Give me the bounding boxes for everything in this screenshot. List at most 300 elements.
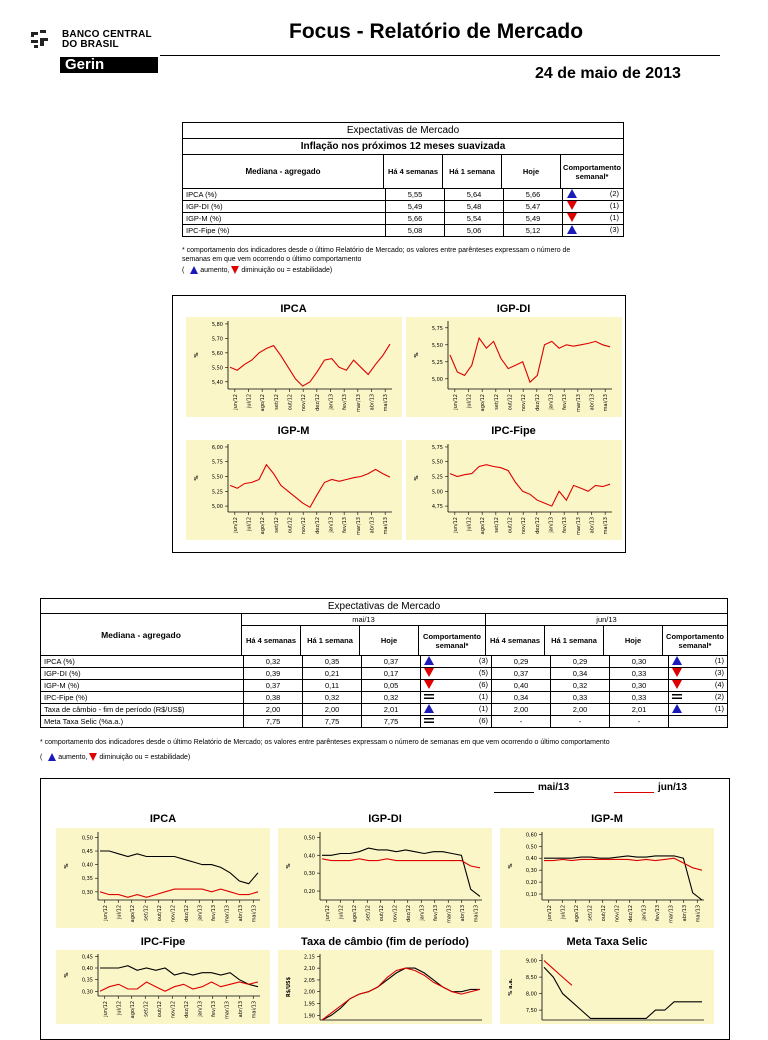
- y-tick-label: 2,10: [303, 966, 315, 973]
- chart-cambio-m: [278, 950, 492, 1024]
- y-axis-label: %: [64, 863, 70, 869]
- row-ah: 0,05: [362, 680, 421, 692]
- row-a4: 0,38: [244, 692, 303, 704]
- chart-ipca-m: [56, 828, 270, 928]
- y-tick-label: 0,40: [81, 862, 93, 869]
- x-tick-label: jun/12: [232, 394, 239, 410]
- x-tick-label: jul/12: [246, 517, 253, 531]
- x-tick-label: abr/13: [459, 905, 466, 922]
- x-tick-label: jun/12: [232, 517, 239, 533]
- x-tick-label: mar/13: [224, 905, 231, 924]
- trend-up-icon: [672, 704, 682, 713]
- chart-title-igpm-12m: IGP-M: [277, 425, 310, 437]
- x-tick-label: ago/12: [260, 517, 267, 535]
- y-tick-label: 0,45: [81, 954, 93, 961]
- legend2-up: aumento,: [58, 753, 88, 761]
- y-tick-label: 6,00: [211, 444, 223, 451]
- row-trend: [563, 189, 624, 201]
- table2-b-col-4w: Há 4 semanas: [486, 626, 545, 656]
- row-a-trend: [421, 704, 492, 716]
- x-tick-label: jan/13: [641, 905, 648, 921]
- row-a-weeks: (6): [478, 716, 488, 725]
- legend-line-mai: [494, 792, 534, 793]
- row-b1: 0,29: [551, 656, 610, 668]
- x-tick-label: nov/12: [301, 517, 308, 535]
- x-tick-label: abr/13: [237, 1001, 244, 1018]
- x-tick-label: jul/12: [466, 394, 473, 408]
- y-tick-label: 2,00: [303, 989, 315, 996]
- y-tick-label: 5,70: [211, 336, 223, 343]
- x-tick-label: ago/12: [129, 1001, 136, 1019]
- trend-eq-icon: [672, 692, 682, 701]
- row-b-trend: [669, 704, 728, 716]
- trend-down-icon: [424, 680, 434, 689]
- row-name: Meta Taxa Selic (%a.a.): [41, 716, 244, 728]
- x-tick-label: out/12: [507, 394, 514, 411]
- y-tick-label: 2,05: [303, 977, 315, 984]
- x-tick-label: jun/12: [452, 517, 459, 533]
- row-a-trend: [421, 692, 492, 704]
- table1-col-1w: Há 1 semana: [443, 155, 502, 189]
- page-title: Focus - Relatório de Mercado: [289, 20, 584, 43]
- row-b-weeks: (2): [714, 692, 724, 701]
- chart-title-ipcfipe-12m: IPC-Fipe: [491, 425, 536, 437]
- trend-eq-icon: [424, 716, 434, 725]
- x-tick-label: nov/12: [170, 1001, 177, 1019]
- row-4w: 5,55: [386, 189, 445, 201]
- y-axis-label: %: [414, 475, 420, 481]
- trend-up-icon: [424, 704, 434, 713]
- row-b-weeks: (1): [714, 704, 724, 713]
- row-weeks: (3): [609, 225, 619, 234]
- row-name: IGP-DI (%): [183, 201, 386, 213]
- table2-row: [41, 656, 728, 668]
- y-tick-label: 1,90: [303, 1013, 315, 1020]
- y-tick-label: 5,00: [431, 376, 443, 383]
- y-tick-label: 5,50: [211, 365, 223, 372]
- x-tick-label: abr/13: [589, 517, 596, 534]
- x-tick-label: jul/12: [116, 1001, 123, 1015]
- chart-ipcfipe-m: [56, 950, 270, 1024]
- x-tick-label: fev/13: [342, 394, 349, 410]
- x-tick-label: set/12: [143, 905, 150, 921]
- row-1w: 5,64: [445, 189, 504, 201]
- row-name: IGP-M (%): [183, 213, 386, 225]
- chart-ipcfipe-12m: [406, 440, 622, 540]
- x-tick-label: ago/12: [351, 905, 358, 923]
- y-tick-label: 0,50: [81, 835, 93, 842]
- row-a-trend: [421, 668, 492, 680]
- x-tick-label: out/12: [287, 517, 294, 534]
- y-axis-label: R$/US$: [286, 976, 292, 998]
- x-tick-label: ago/12: [129, 905, 136, 923]
- y-tick-label: 8,00: [525, 991, 537, 998]
- row-bh: 2,01: [610, 704, 669, 716]
- x-tick-label: set/12: [143, 1001, 150, 1017]
- x-tick-label: jun/12: [452, 394, 459, 410]
- row-a-weeks: (6): [478, 680, 488, 689]
- row-trend: [563, 201, 624, 213]
- row-a4: 2,00: [244, 704, 303, 716]
- down-triangle-icon: [89, 753, 97, 761]
- up-triangle-icon: [48, 753, 56, 761]
- x-tick-label: mai/13: [695, 905, 702, 923]
- row-weeks: (1): [609, 201, 619, 210]
- table1-title1: Expectativas de Mercado: [183, 123, 624, 139]
- row-weeks: (1): [609, 213, 619, 222]
- x-tick-label: out/12: [378, 905, 385, 922]
- row-bh: 0,33: [610, 692, 669, 704]
- x-tick-label: abr/13: [237, 905, 244, 922]
- chart-title-ipca-12m: IPCA: [280, 303, 307, 315]
- y-tick-label: 5,50: [211, 474, 223, 481]
- x-tick-label: nov/12: [521, 394, 528, 412]
- x-tick-label: mar/13: [355, 517, 362, 536]
- trend-down-icon: [567, 201, 577, 210]
- row-today: 5,12: [504, 225, 563, 237]
- table1-note1: * comportamento dos indicadores desde o último Relatório de Mercado; os valores entre parênteses expressam o número de: [182, 247, 571, 254]
- x-tick-label: mai/13: [251, 1001, 258, 1019]
- x-tick-label: abr/13: [589, 394, 596, 411]
- x-tick-label: mar/13: [575, 394, 582, 413]
- x-tick-label: mai/13: [383, 394, 390, 412]
- row-a-trend: [421, 716, 492, 728]
- legend2-open: (: [40, 753, 43, 761]
- row-ah: 0,32: [362, 692, 421, 704]
- y-axis-label: %: [414, 352, 420, 358]
- row-a4: 0,39: [244, 668, 303, 680]
- report-date: 24 de maio de 2013: [535, 65, 681, 82]
- y-tick-label: 5,75: [431, 444, 443, 451]
- row-a-weeks: (1): [478, 704, 488, 713]
- x-tick-label: ago/12: [480, 394, 487, 412]
- row-4w: 5,66: [386, 213, 445, 225]
- chart-title-cambio-m: Taxa de câmbio (fim de período): [301, 936, 469, 948]
- x-tick-label: abr/13: [681, 905, 688, 922]
- chart-selic-m: [500, 950, 714, 1024]
- x-tick-label: set/12: [365, 905, 372, 921]
- y-tick-label: 0,60: [525, 832, 537, 839]
- row-a4: 0,32: [244, 656, 303, 668]
- row-trend: [563, 213, 624, 225]
- y-tick-label: 0,20: [303, 889, 315, 896]
- row-name: Taxa de câmbio - fim de período (R$/US$): [41, 704, 244, 716]
- y-tick-label: 2,15: [303, 954, 315, 961]
- row-name: IGP-DI (%): [41, 668, 244, 680]
- up-triangle-icon: [190, 266, 198, 274]
- table2-month1: mai/13: [242, 614, 486, 626]
- x-tick-label: mar/13: [668, 905, 675, 924]
- header-rule: [160, 55, 720, 56]
- x-tick-label: nov/12: [521, 517, 528, 535]
- legend2-down: diminuição ou = estabilidade): [99, 753, 191, 761]
- row-today: 5,66: [504, 189, 563, 201]
- row-b4: 0,29: [492, 656, 551, 668]
- row-ah: 7,75: [362, 716, 421, 728]
- x-tick-label: set/12: [273, 394, 280, 410]
- row-b4: 0,37: [492, 668, 551, 680]
- table2-row: [41, 692, 728, 704]
- x-tick-label: set/12: [587, 905, 594, 921]
- row-b4: 0,40: [492, 680, 551, 692]
- row-1w: 5,48: [445, 201, 504, 213]
- row-a4: 0,37: [244, 680, 303, 692]
- row-b1: 0,33: [551, 692, 610, 704]
- bank-name-line1: BANCO CENTRAL: [62, 29, 152, 40]
- table2-a-col-today: Hoje: [360, 626, 419, 656]
- table1-col-today: Hoje: [502, 155, 561, 189]
- x-tick-label: nov/12: [614, 905, 621, 923]
- row-bh: 0,30: [610, 680, 669, 692]
- row-today: 5,47: [504, 201, 563, 213]
- chart-igpdi-m: [278, 828, 492, 928]
- y-tick-label: 1,95: [303, 1001, 315, 1008]
- x-tick-label: jan/13: [328, 394, 335, 410]
- table2-a-col-1w: Há 1 semana: [301, 626, 360, 656]
- table2-month2: jun/13: [486, 614, 728, 626]
- x-tick-label: mar/13: [355, 394, 362, 413]
- legend-line-jun: [614, 792, 654, 793]
- table1-legend: [182, 266, 332, 274]
- row-a1: 0,35: [303, 656, 362, 668]
- row-b-weeks: (1): [714, 656, 724, 665]
- row-a-weeks: (1): [478, 692, 488, 701]
- row-b1: -: [551, 716, 610, 728]
- row-a-trend: [421, 680, 492, 692]
- row-b-weeks: (3): [714, 668, 724, 677]
- bank-logo-icon: [28, 28, 54, 50]
- y-tick-label: 0,40: [81, 966, 93, 972]
- x-tick-label: dez/12: [405, 905, 412, 922]
- table2-b-col-1w: Há 1 semana: [545, 626, 604, 656]
- x-tick-label: nov/12: [301, 394, 308, 412]
- table1-col-label: Mediana - agregado: [183, 155, 384, 189]
- table2-row: [41, 680, 728, 692]
- y-tick-label: 5,00: [211, 504, 223, 511]
- y-tick-label: 9,00: [525, 958, 537, 965]
- table2-a-col-4w: Há 4 semanas: [242, 626, 301, 656]
- y-tick-label: 0,40: [525, 856, 537, 863]
- x-tick-label: jan/13: [548, 394, 555, 410]
- trend-down-icon: [672, 680, 682, 689]
- row-a1: 2,00: [303, 704, 362, 716]
- x-tick-label: fev/13: [342, 517, 349, 533]
- row-a-trend: [421, 656, 492, 668]
- x-tick-label: fev/13: [654, 905, 661, 921]
- row-a1: 0,11: [303, 680, 362, 692]
- chart-igpdi-12m: [406, 317, 622, 417]
- x-tick-label: ago/12: [260, 394, 267, 412]
- row-b4: 2,00: [492, 704, 551, 716]
- y-tick-label: 7,50: [525, 1008, 537, 1015]
- x-tick-label: fev/13: [562, 394, 569, 410]
- trend-down-icon: [672, 668, 682, 677]
- y-tick-label: 0,30: [81, 889, 93, 896]
- y-tick-label: 5,25: [431, 474, 443, 481]
- row-b1: 2,00: [551, 704, 610, 716]
- trend-down-icon: [424, 668, 434, 677]
- row-ah: 0,37: [362, 656, 421, 668]
- y-tick-label: 0,30: [81, 989, 93, 996]
- y-tick-label: 0,10: [525, 892, 537, 899]
- table1-row: [183, 213, 624, 225]
- y-axis-label: % a.a.: [508, 978, 514, 996]
- table1-title2: Inflação nos próximos 12 meses suavizada: [183, 139, 624, 155]
- y-axis-label: %: [286, 863, 292, 869]
- x-tick-label: jun/12: [546, 905, 553, 921]
- chart-title-igpdi-12m: IGP-DI: [496, 303, 531, 315]
- x-tick-label: mai/13: [251, 905, 258, 923]
- row-bh: 0,30: [610, 656, 669, 668]
- chart-title-ipcfipe-m: IPC-Fipe: [140, 936, 186, 948]
- trend-up-icon: [567, 189, 577, 198]
- row-4w: 5,08: [386, 225, 445, 237]
- row-b-trend: [669, 716, 728, 728]
- table1-note2: semanas em que vem ocorrendo o último comportamento: [182, 256, 362, 263]
- x-tick-label: mar/13: [446, 905, 453, 924]
- row-ah: 2,01: [362, 704, 421, 716]
- x-tick-label: jul/12: [560, 905, 567, 919]
- legend-label-mai: mai/13: [538, 782, 570, 793]
- table1-row: [183, 225, 624, 237]
- y-tick-label: 5,60: [211, 350, 223, 357]
- x-tick-label: abr/13: [369, 394, 376, 411]
- x-tick-label: jan/13: [548, 517, 555, 533]
- x-tick-label: out/12: [507, 517, 514, 534]
- y-tick-label: 5,50: [431, 459, 443, 466]
- chart-title-igpm-m: IGP-M: [591, 813, 623, 825]
- table2-b-col-trend: Comportamento semanal*: [666, 631, 724, 650]
- row-b4: 0,34: [492, 692, 551, 704]
- row-b-trend: [669, 692, 728, 704]
- table2-title: Expectativas de Mercado: [41, 599, 728, 614]
- x-tick-label: out/12: [156, 1001, 163, 1018]
- x-tick-label: dez/12: [314, 517, 321, 534]
- x-tick-label: mai/13: [473, 905, 480, 923]
- table1: [182, 122, 624, 237]
- chart-title-ipca-m: IPCA: [149, 813, 177, 825]
- row-weeks: (2): [609, 189, 619, 198]
- y-tick-label: 5,50: [431, 342, 443, 349]
- row-a1: 0,32: [303, 692, 362, 704]
- x-tick-label: jun/12: [324, 905, 331, 921]
- x-tick-label: fev/13: [432, 905, 439, 921]
- y-tick-label: 5,25: [431, 359, 443, 366]
- x-tick-label: nov/12: [392, 905, 399, 923]
- row-name: IPCA (%): [183, 189, 386, 201]
- x-tick-label: mar/13: [224, 1001, 231, 1020]
- row-1w: 5,54: [445, 213, 504, 225]
- bank-name-line2: DO BRASIL: [62, 39, 119, 50]
- x-tick-label: jul/12: [246, 394, 253, 408]
- row-a1: 7,75: [303, 716, 362, 728]
- x-tick-label: out/12: [156, 905, 163, 922]
- table1-row: [183, 189, 624, 201]
- x-tick-label: ago/12: [573, 905, 580, 923]
- y-tick-label: 0,20: [525, 880, 537, 887]
- x-tick-label: dez/12: [534, 394, 541, 411]
- y-tick-label: 0,50: [303, 835, 315, 842]
- y-tick-label: 5,40: [211, 379, 223, 386]
- row-a4: 7,75: [244, 716, 303, 728]
- y-tick-label: 0,35: [81, 876, 93, 883]
- x-tick-label: jul/12: [116, 905, 123, 919]
- row-a-weeks: (5): [478, 668, 488, 677]
- x-tick-label: dez/12: [314, 394, 321, 411]
- y-axis-label: %: [194, 475, 200, 481]
- x-tick-label: dez/12: [627, 905, 634, 922]
- chart-title-selic-m: Meta Taxa Selic: [566, 936, 648, 948]
- y-axis-label: %: [194, 352, 200, 358]
- x-tick-label: jul/12: [338, 905, 345, 919]
- table2: [40, 598, 728, 728]
- x-tick-label: abr/13: [369, 517, 376, 534]
- x-tick-label: mar/13: [575, 517, 582, 536]
- row-b4: -: [492, 716, 551, 728]
- table2-note: * comportamento dos indicadores desde o último Relatório de Mercado; os valores entre parênteses expressam o número de semanas em que vem ocorrendo o último comportamento: [40, 739, 610, 746]
- table2-b-col-today: Hoje: [604, 626, 663, 656]
- chart-ipca-12m: [186, 317, 402, 417]
- row-b-trend: [669, 656, 728, 668]
- row-4w: 5,49: [386, 201, 445, 213]
- x-tick-label: jun/12: [102, 905, 109, 921]
- x-tick-label: fev/13: [210, 905, 217, 921]
- x-tick-label: set/12: [273, 517, 280, 533]
- x-tick-label: jul/12: [466, 517, 473, 531]
- row-bh: 0,33: [610, 668, 669, 680]
- row-1w: 5,06: [445, 225, 504, 237]
- row-b1: 0,34: [551, 668, 610, 680]
- x-tick-label: set/12: [493, 394, 500, 410]
- y-axis-label: %: [64, 972, 70, 978]
- x-tick-label: mai/13: [603, 394, 610, 412]
- legend-label-jun: jun/13: [658, 782, 687, 793]
- row-name: IPC-Fipe (%): [183, 225, 386, 237]
- table2-row: [41, 704, 728, 716]
- chart-igpm-m: [500, 828, 714, 928]
- x-tick-label: mai/13: [603, 517, 610, 535]
- y-tick-label: 0,30: [303, 871, 315, 878]
- legend-down: diminuição ou = estabilidade): [241, 266, 333, 274]
- row-b-weeks: (4): [714, 680, 724, 689]
- legend-open: (: [182, 266, 185, 274]
- y-tick-label: 5,75: [211, 459, 223, 466]
- y-tick-label: 0,50: [525, 844, 537, 851]
- row-ah: 0,17: [362, 668, 421, 680]
- row-b1: 0,32: [551, 680, 610, 692]
- dept-label: [60, 57, 158, 73]
- y-tick-label: 0,35: [81, 977, 93, 984]
- y-tick-label: 5,80: [211, 321, 223, 328]
- table2-row: [41, 716, 728, 728]
- table1-col-trend: Comportamento semanal*: [563, 162, 621, 181]
- y-tick-label: 8,50: [525, 975, 537, 982]
- table1-col-4w: Há 4 semanas: [384, 155, 443, 189]
- x-tick-label: dez/12: [183, 1001, 190, 1018]
- dept-label-text: Gerin: [65, 56, 105, 73]
- x-tick-label: jun/12: [102, 1001, 109, 1017]
- trend-up-icon: [424, 656, 434, 665]
- row-b-trend: [669, 680, 728, 692]
- x-tick-label: out/12: [287, 394, 294, 411]
- x-tick-label: jan/13: [328, 517, 335, 533]
- legend-up: aumento,: [200, 266, 230, 274]
- trend-down-icon: [567, 213, 577, 222]
- down-triangle-icon: [231, 266, 239, 274]
- row-bh: -: [610, 716, 669, 728]
- y-tick-label: 0,30: [525, 868, 537, 875]
- chart-igpm-12m: [186, 440, 402, 540]
